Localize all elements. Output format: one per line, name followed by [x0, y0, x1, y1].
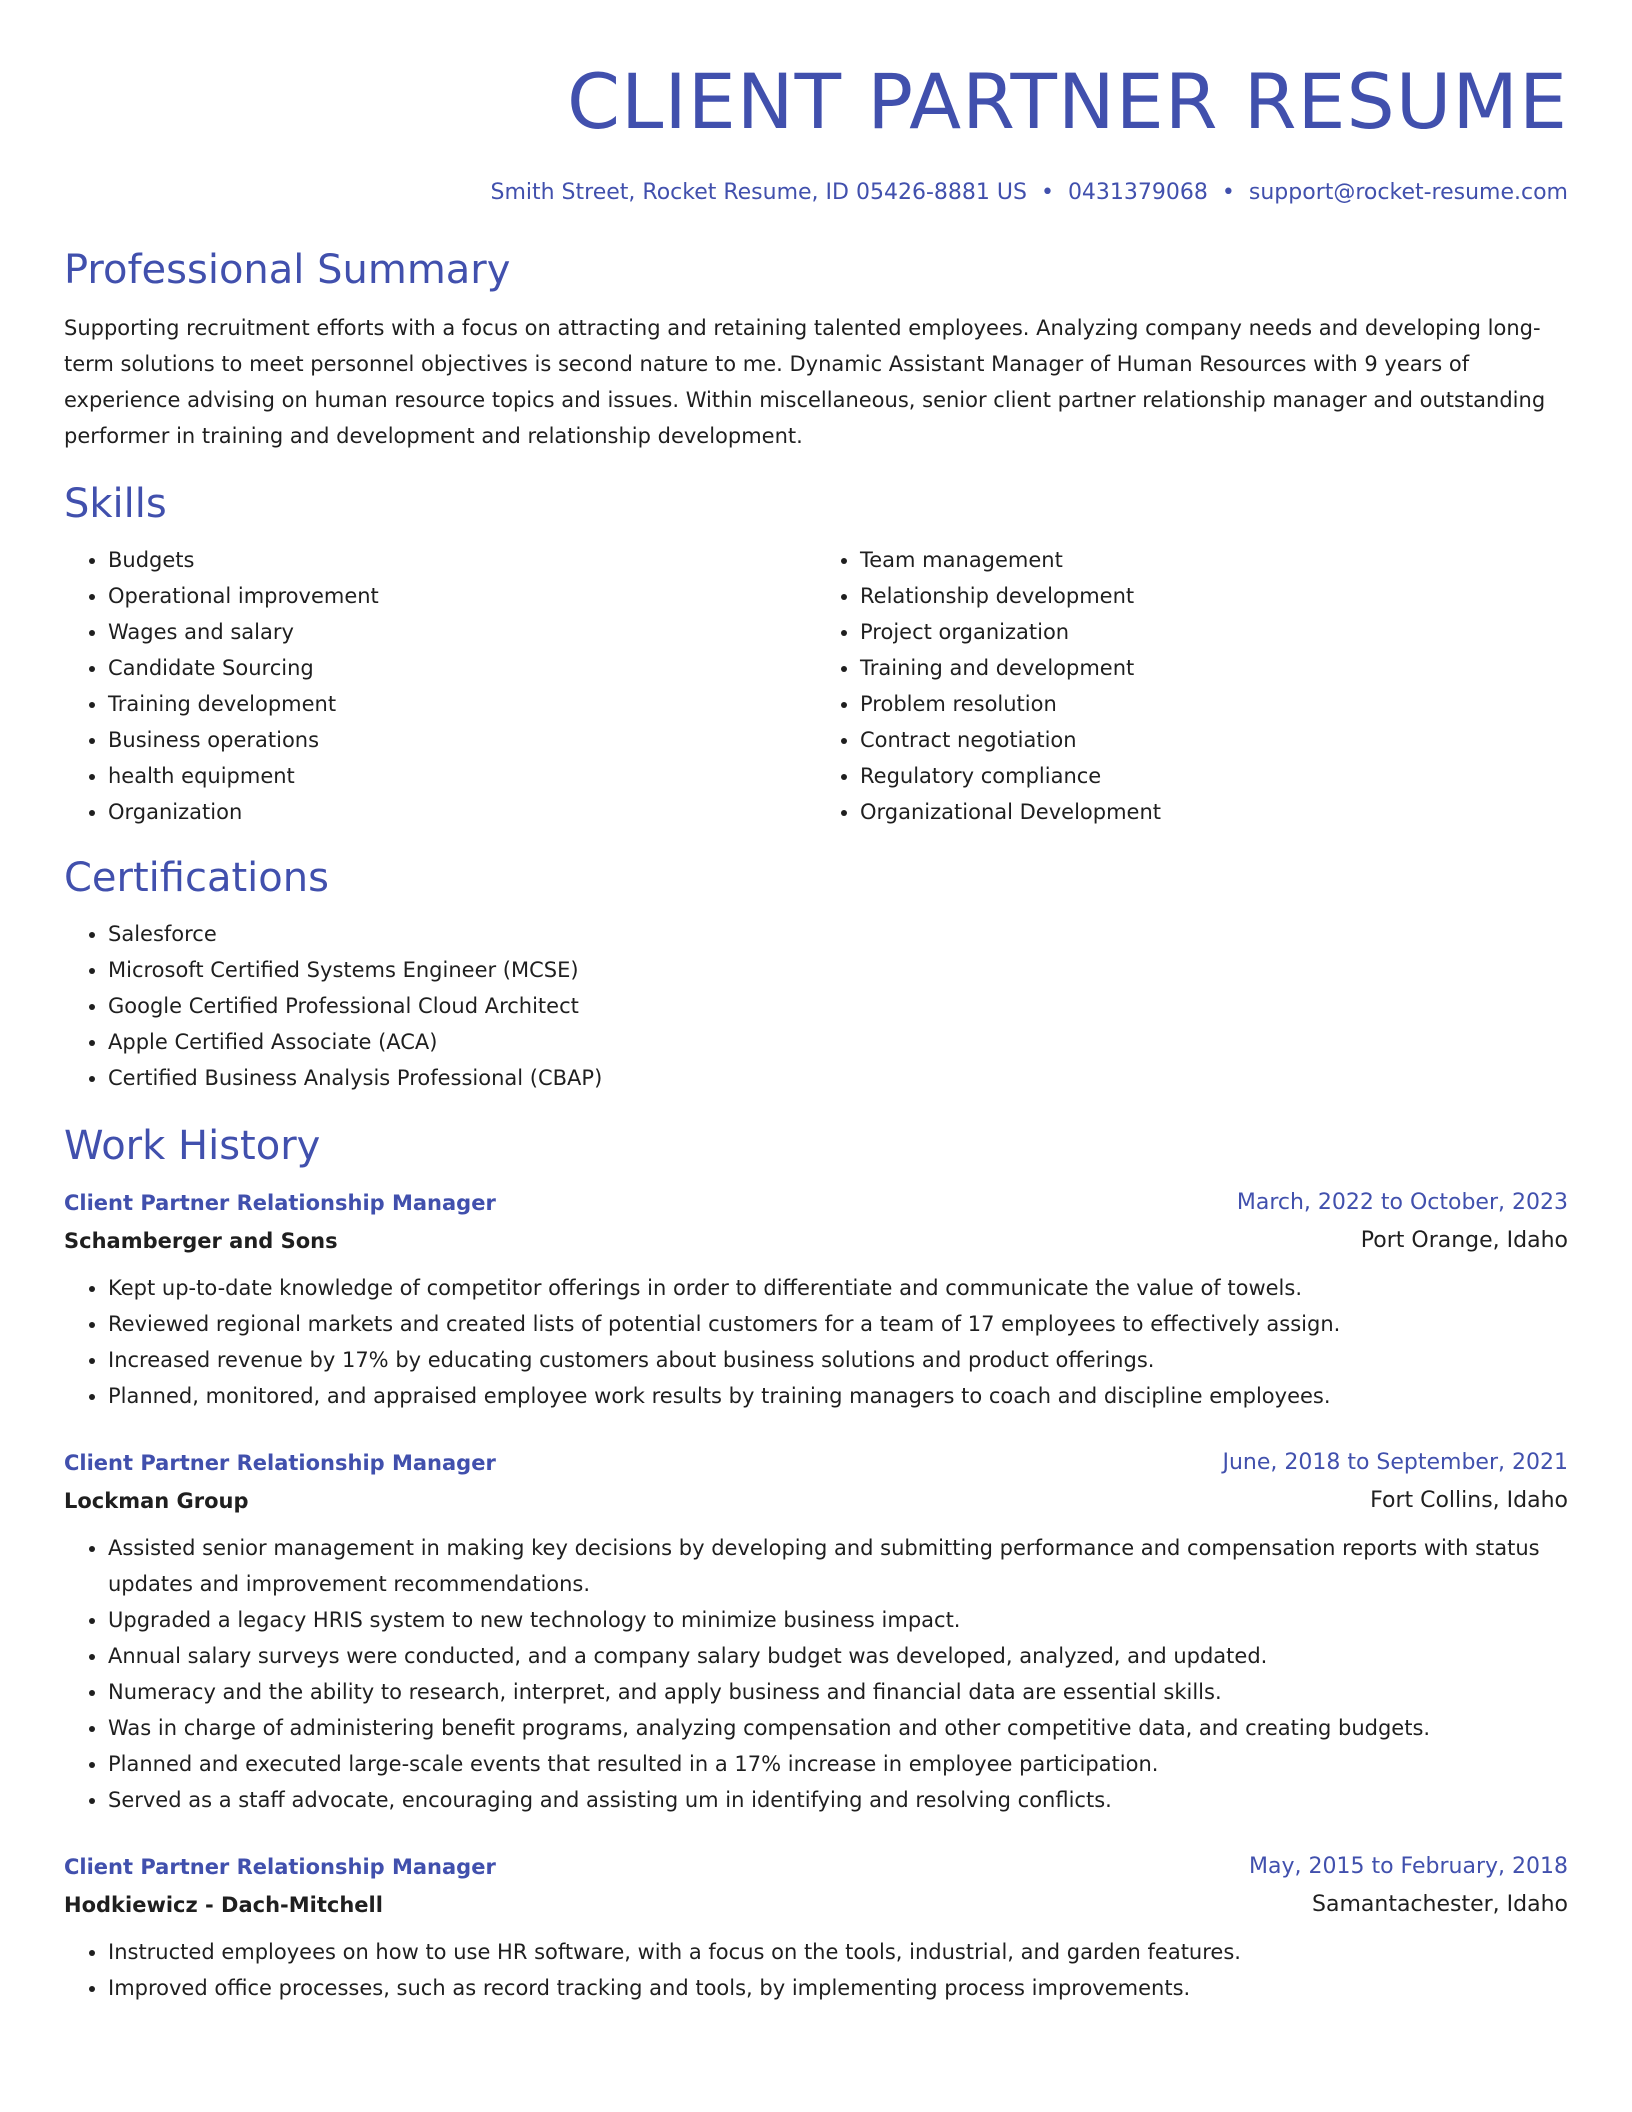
skill-item: • Candidate Sourcing — [108, 650, 816, 686]
job-company: Lockman Group — [64, 1489, 249, 1513]
certification-item: • Google Certified Professional Cloud Architect — [108, 988, 1568, 1024]
skills-heading: Skills — [64, 481, 167, 527]
skill-item: • Training development — [108, 686, 816, 722]
job-bullet: • Reviewed regional markets and created lists of potential customers for a team of 17 employees to effectively assign. — [108, 1306, 1568, 1342]
job-bullet: • Improved office processes, such as record tracking and tools, by implementing process improvements. — [108, 1970, 1568, 2006]
contact-phone: 0431379068 — [1067, 180, 1208, 205]
certification-item: • Certified Business Analysis Professional (CBAP) — [108, 1060, 1568, 1096]
job-entry — [64, 1188, 1568, 1414]
skill-item: • Contract negotiation — [860, 722, 1568, 758]
job-dates: March, 2022 to October, 2023 — [1236, 1190, 1568, 1215]
job-company-row — [64, 1226, 1568, 1256]
job-bullet: • Upgraded a legacy HRIS system to new technology to minimize business impact. — [108, 1602, 1568, 1638]
resume-title: CLIENT PARTNER RESUME — [566, 57, 1568, 146]
skill-item: • Project organization — [860, 614, 1568, 650]
skill-item: • Team management — [860, 542, 1568, 578]
job-bullet: • Annual salary surveys were conducted, and a company salary budget was developed, analyzed, and updated. — [108, 1638, 1568, 1674]
skill-item: • Business operations — [108, 722, 816, 758]
job-company: Hodkiewicz - Dach-Mitchell — [64, 1893, 383, 1917]
job-location: Samantachester, Idaho — [1312, 1892, 1568, 1917]
job-company: Schamberger and Sons — [64, 1229, 338, 1253]
job-location: Port Orange, Idaho — [1360, 1228, 1568, 1253]
job-bullet: • Served as a staff advocate, encouraging and assisting um in identifying and resolving conflicts. — [108, 1782, 1568, 1818]
skill-item: • Relationship development — [860, 578, 1568, 614]
job-bullet: • Planned and executed large-scale events that resulted in a 17% increase in employee participation. — [108, 1746, 1568, 1782]
job-location: Fort Collins, Idaho — [1370, 1488, 1568, 1513]
skill-item: • Problem resolution — [860, 686, 1568, 722]
skill-item: • Organization — [108, 794, 816, 830]
job-bullet: • Assisted senior management in making key decisions by developing and submitting performance and compensation reports with status updates and improvement recommendations. — [108, 1530, 1568, 1602]
job-title: Client Partner Relationship Manager — [64, 1451, 496, 1475]
job-entry — [64, 1852, 1568, 2006]
contact-email: support@rocket-resume.com — [1248, 180, 1568, 205]
summary-text: Supporting recruitment efforts with a focus on attracting and retaining talented employees. Analyzing company needs and developing long-term solutions to meet personnel objectives is second nature to me. Dynamic Assistant Manager of Human Resources with 9 years of experience advising on human resource topics and issues. Within miscellaneous, senior client partner relationship manager and outstanding performer in training and development and relationship development. — [64, 316, 1546, 448]
job-entry — [64, 1448, 1568, 1818]
skill-item: • Operational improvement — [108, 578, 816, 614]
job-header-row — [64, 1852, 1568, 1882]
skill-item: • Training and development — [860, 650, 1568, 686]
skill-item: • Regulatory compliance — [860, 758, 1568, 794]
job-title: Client Partner Relationship Manager — [64, 1855, 496, 1879]
job-header-row — [64, 1188, 1568, 1218]
job-bullets — [64, 1530, 1568, 1818]
contact-separator: • — [1221, 180, 1235, 205]
certifications-heading: Certifications — [64, 855, 329, 901]
job-bullet: • Planned, monitored, and appraised employee work results by training managers to coach and discipline employees. — [108, 1378, 1568, 1414]
work-history-heading: Work History — [64, 1123, 321, 1169]
job-bullets — [64, 1270, 1568, 1414]
skill-item: • Wages and salary — [108, 614, 816, 650]
certifications-list — [64, 916, 1568, 1096]
contact-line — [64, 178, 1568, 208]
certification-item: • Microsoft Certified Systems Engineer (MCSE) — [108, 952, 1568, 988]
job-bullets — [64, 1934, 1568, 2006]
skill-item: • health equipment — [108, 758, 816, 794]
job-bullet: • Numeracy and the ability to research, interpret, and apply business and financial data are essential skills. — [108, 1674, 1568, 1710]
contact-separator: • — [1040, 180, 1054, 205]
job-dates: June, 2018 to September, 2021 — [1222, 1450, 1568, 1475]
job-header-row — [64, 1448, 1568, 1478]
certification-item: • Apple Certified Associate (ACA) — [108, 1024, 1568, 1060]
skills-grid — [64, 542, 1568, 830]
job-company-row — [64, 1486, 1568, 1516]
job-bullet: • Was in charge of administering benefit programs, analyzing compensation and other competitive data, and creating budgets. — [108, 1710, 1568, 1746]
job-title: Client Partner Relationship Manager — [64, 1191, 496, 1215]
job-company-row — [64, 1890, 1568, 1920]
skill-item: • Budgets — [108, 542, 816, 578]
skills-list-right — [816, 542, 1568, 830]
certification-item: • Salesforce — [108, 916, 1568, 952]
job-bullet: • Kept up-to-date knowledge of competitor offerings in order to differentiate and communicate the value of towels. — [108, 1270, 1568, 1306]
skill-item: • Organizational Development — [860, 794, 1568, 830]
summary-heading: Professional Summary — [64, 247, 511, 293]
job-bullet: • Increased revenue by 17% by educating customers about business solutions and product offerings. — [108, 1342, 1568, 1378]
skills-list-left — [64, 542, 816, 830]
job-bullet: • Instructed employees on how to use HR software, with a focus on the tools, industrial, and garden features. — [108, 1934, 1568, 1970]
contact-address: Smith Street, Rocket Resume, ID 05426-8881 US — [490, 180, 1027, 205]
job-dates: May, 2015 to February, 2018 — [1249, 1854, 1568, 1879]
